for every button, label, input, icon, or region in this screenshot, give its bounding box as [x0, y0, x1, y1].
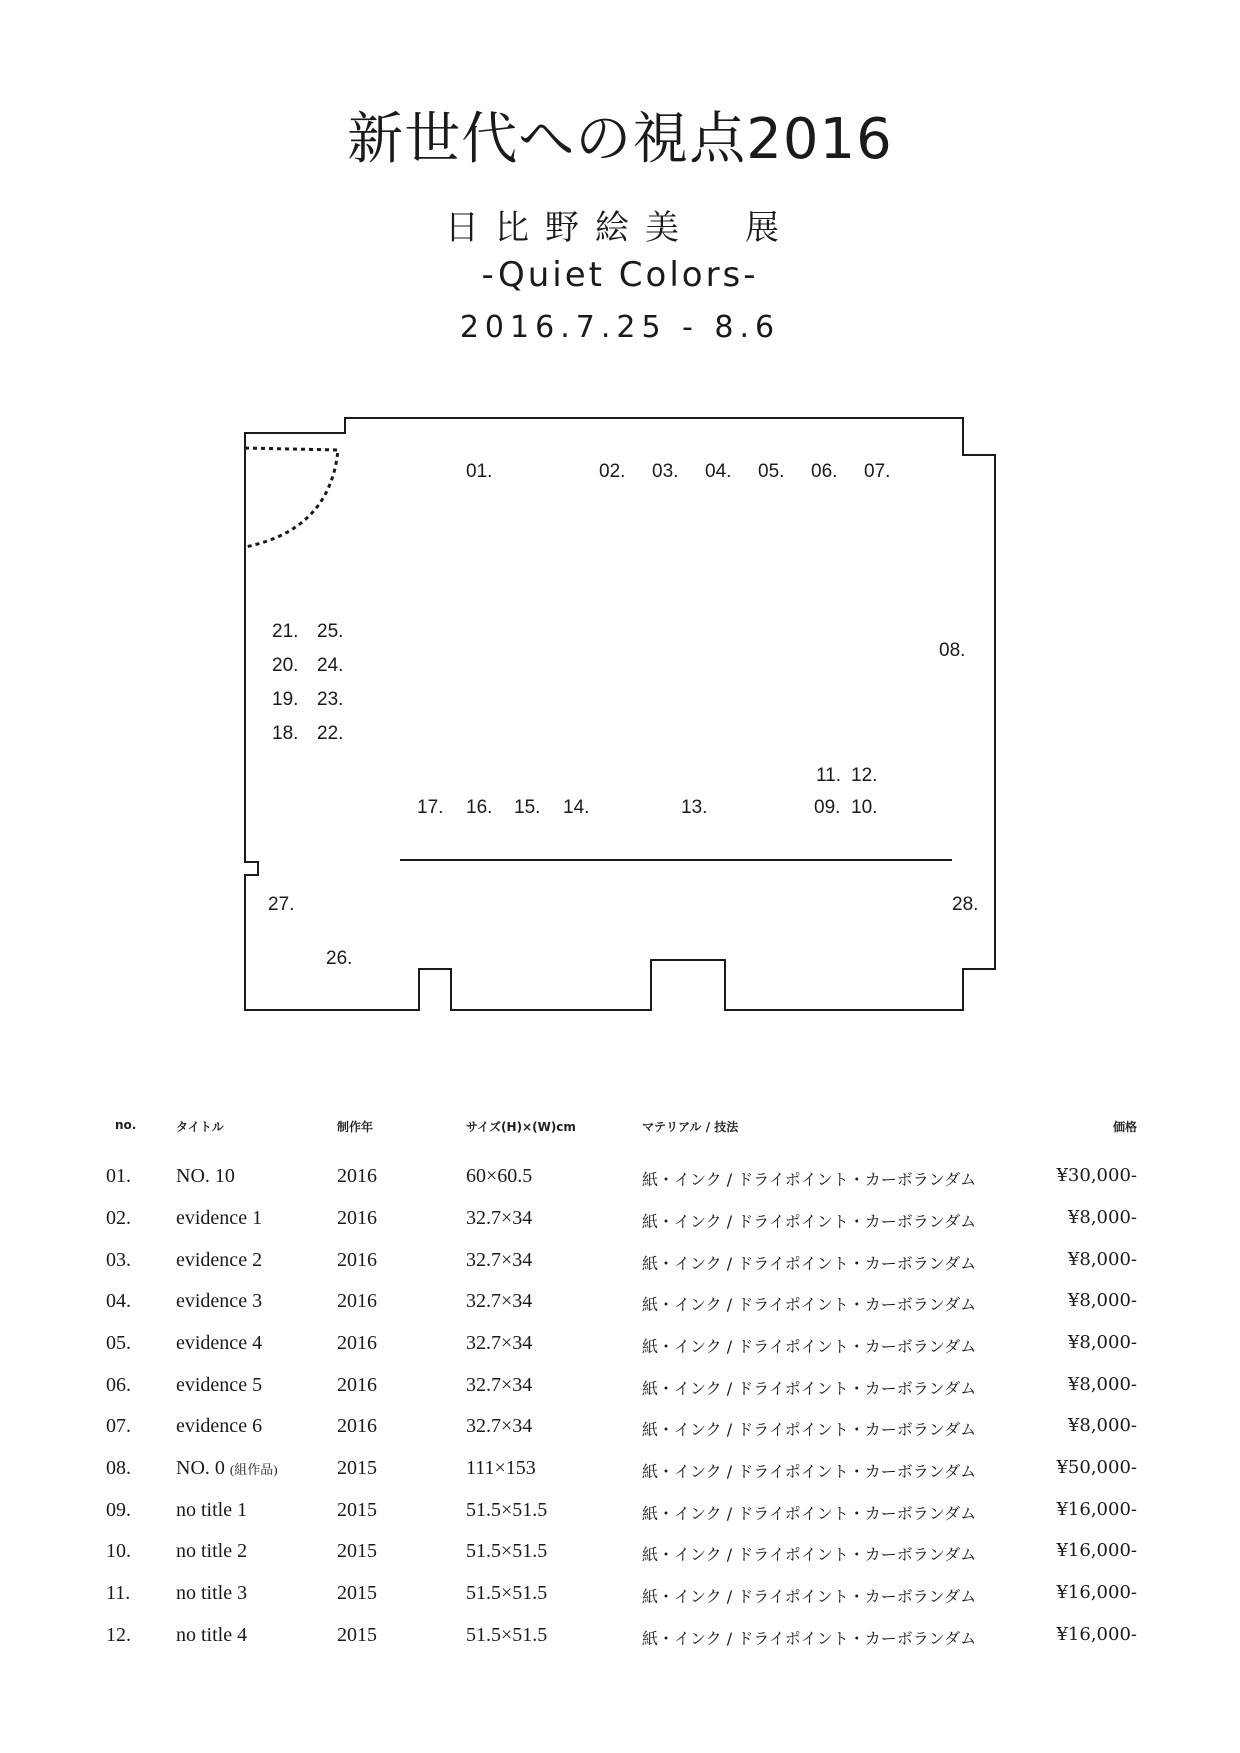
plan-label-07: 07. — [864, 461, 891, 482]
door-swing — [245, 448, 338, 547]
cell-material: 紙・インク / ドライポイント・カーボランダム — [642, 1545, 977, 1564]
cell-year: 2015 — [337, 1499, 377, 1521]
cell-no: 10. — [106, 1540, 131, 1562]
cell-size: 32.7×34 — [466, 1332, 533, 1354]
cell-price: ¥8,000- — [1067, 1207, 1137, 1228]
cell-material: 紙・インク / ドライポイント・カーボランダム — [642, 1420, 977, 1439]
cell-size: 32.7×34 — [466, 1374, 533, 1396]
cell-size: 51.5×51.5 — [466, 1540, 548, 1562]
cell-title-text: no title 3 — [176, 1582, 248, 1604]
plan-label-05: 05. — [758, 461, 785, 482]
plan-label-18: 18. — [272, 723, 299, 744]
table-row — [0, 1457, 1240, 1497]
cell-size: 51.5×51.5 — [466, 1499, 548, 1521]
exhibition-subtitle: -Quiet Colors- — [481, 255, 759, 295]
plan-label-14: 14. — [563, 797, 590, 818]
table-row — [0, 1624, 1240, 1664]
cell-price: ¥8,000- — [1067, 1332, 1137, 1353]
table-row — [0, 1415, 1240, 1455]
cell-size: 32.7×34 — [466, 1290, 533, 1312]
cell-title — [176, 1374, 262, 1397]
cell-price: ¥16,000- — [1056, 1624, 1137, 1645]
cell-no: 05. — [106, 1332, 131, 1354]
cell-title-note: (組作品) — [229, 1462, 278, 1477]
cell-material: 紙・インク / ドライポイント・カーボランダム — [642, 1379, 977, 1398]
cell-no: 11. — [106, 1582, 131, 1604]
table-row — [0, 1207, 1240, 1247]
cell-year: 2016 — [337, 1415, 377, 1437]
plan-label-10: 10. — [851, 797, 878, 818]
cell-title — [176, 1624, 247, 1647]
plan-label-15: 15. — [514, 797, 541, 818]
col-header-price: 価格 — [1112, 1120, 1137, 1134]
cell-size: 51.5×51.5 — [466, 1624, 548, 1646]
cell-title-text: evidence 4 — [176, 1332, 263, 1354]
cell-material: 紙・インク / ドライポイント・カーボランダム — [642, 1170, 977, 1189]
col-header-no: no. — [115, 1118, 137, 1132]
plan-label-06: 06. — [811, 461, 838, 482]
cell-no: 01. — [106, 1165, 131, 1187]
cell-title-text: NO. 0 — [176, 1457, 225, 1479]
table-row — [0, 1290, 1240, 1330]
cell-title — [176, 1165, 235, 1188]
cell-no: 12. — [106, 1624, 131, 1646]
plan-label-01: 01. — [466, 461, 493, 482]
cell-no: 08. — [106, 1457, 131, 1479]
exhibition-dates: 2016.7.25 - 8.6 — [459, 310, 781, 345]
plan-label-13: 13. — [681, 797, 708, 818]
cell-size: 32.7×34 — [466, 1207, 533, 1229]
cell-no: 04. — [106, 1290, 131, 1312]
plan-label-16: 16. — [466, 797, 493, 818]
cell-price: ¥16,000- — [1056, 1540, 1137, 1561]
plan-label-27: 27. — [268, 894, 295, 915]
cell-title-text: no title 2 — [176, 1540, 248, 1562]
plan-label-25: 25. — [317, 621, 344, 642]
plan-label-21: 21. — [272, 621, 299, 642]
col-header-title: タイトル — [176, 1120, 224, 1134]
cell-title — [176, 1457, 278, 1480]
cell-price: ¥8,000- — [1067, 1249, 1137, 1270]
cell-year: 2016 — [337, 1332, 377, 1354]
cell-year: 2016 — [337, 1290, 377, 1312]
cell-year: 2015 — [337, 1582, 377, 1604]
cell-title — [176, 1249, 262, 1272]
plan-label-17: 17. — [417, 797, 444, 818]
cell-year: 2016 — [337, 1374, 377, 1396]
gallery-walls — [245, 418, 995, 1010]
cell-no: 02. — [106, 1207, 131, 1229]
table-row — [0, 1165, 1240, 1205]
cell-title-text: evidence 3 — [176, 1290, 263, 1312]
table-row — [0, 1249, 1240, 1289]
cell-material: 紙・インク / ドライポイント・カーボランダム — [642, 1212, 977, 1231]
cell-year: 2016 — [337, 1207, 377, 1229]
cell-no: 03. — [106, 1249, 131, 1271]
cell-size: 32.7×34 — [466, 1415, 533, 1437]
cell-price: ¥16,000- — [1056, 1582, 1137, 1603]
plan-label-26: 26. — [326, 948, 353, 969]
cell-size: 51.5×51.5 — [466, 1582, 548, 1604]
plan-label-22: 22. — [317, 723, 344, 744]
cell-title-text: evidence 6 — [176, 1415, 263, 1437]
cell-price: ¥8,000- — [1067, 1290, 1137, 1311]
plan-label-12: 12. — [851, 765, 878, 786]
cell-no: 06. — [106, 1374, 131, 1396]
plan-label-19: 19. — [272, 689, 299, 710]
cell-year: 2015 — [337, 1624, 377, 1646]
plan-label-24: 24. — [317, 655, 344, 676]
cell-year: 2015 — [337, 1457, 377, 1479]
cell-title — [176, 1290, 262, 1313]
cell-material: 紙・インク / ドライポイント・カーボランダム — [642, 1295, 977, 1314]
cell-title-text: no title 4 — [176, 1624, 248, 1646]
cell-price: ¥8,000- — [1067, 1374, 1137, 1395]
cell-title — [176, 1499, 247, 1522]
artist-exhibition-title: 日比野絵美 展 — [445, 208, 795, 248]
col-header-material: マテリアル / 技法 — [642, 1120, 739, 1134]
cell-title — [176, 1415, 262, 1438]
cell-price: ¥30,000- — [1056, 1165, 1137, 1186]
cell-title-text: evidence 5 — [176, 1374, 263, 1396]
cell-title — [176, 1582, 247, 1605]
plan-label-11: 11. — [816, 765, 842, 786]
cell-year: 2016 — [337, 1249, 377, 1271]
cell-year: 2016 — [337, 1165, 377, 1187]
table-row — [0, 1332, 1240, 1372]
cell-size: 32.7×34 — [466, 1249, 533, 1271]
table-row — [0, 1540, 1240, 1580]
plan-label-08: 08. — [939, 640, 966, 661]
cell-title — [176, 1332, 262, 1355]
cell-material: 紙・インク / ドライポイント・カーボランダム — [642, 1629, 977, 1648]
cell-no: 09. — [106, 1499, 131, 1521]
cell-title-text: evidence 1 — [176, 1207, 263, 1229]
cell-material: 紙・インク / ドライポイント・カーボランダム — [642, 1504, 977, 1523]
cell-title-text: NO. 10 — [176, 1165, 235, 1187]
cell-price: ¥8,000- — [1067, 1415, 1137, 1436]
cell-material: 紙・インク / ドライポイント・カーボランダム — [642, 1337, 977, 1356]
cell-title — [176, 1540, 247, 1563]
cell-material: 紙・インク / ドライポイント・カーボランダム — [642, 1587, 977, 1606]
col-header-size: サイズ(H)×(W)cm — [466, 1120, 576, 1134]
table-row — [0, 1582, 1240, 1622]
col-header-year: 制作年 — [337, 1120, 374, 1134]
cell-title — [176, 1207, 262, 1230]
cell-size: 60×60.5 — [466, 1165, 533, 1187]
plan-label-09: 09. — [814, 797, 841, 818]
plan-label-20: 20. — [272, 655, 299, 676]
cell-year: 2015 — [337, 1540, 377, 1562]
plan-label-04: 04. — [705, 461, 732, 482]
plan-label-02: 02. — [599, 461, 626, 482]
cell-no: 07. — [106, 1415, 131, 1437]
cell-title-text: evidence 2 — [176, 1249, 263, 1271]
table-row — [0, 1374, 1240, 1414]
plan-label-03: 03. — [652, 461, 679, 482]
plan-label-23: 23. — [317, 689, 344, 710]
cell-title-text: no title 1 — [176, 1499, 248, 1521]
plan-label-28: 28. — [952, 894, 979, 915]
cell-size: 111×153 — [466, 1457, 536, 1479]
cell-price: ¥16,000- — [1056, 1499, 1137, 1520]
event-title: 新世代への視点2016 — [347, 107, 893, 172]
cell-material: 紙・インク / ドライポイント・カーボランダム — [642, 1254, 977, 1273]
table-row — [0, 1499, 1240, 1539]
cell-material: 紙・インク / ドライポイント・カーボランダム — [642, 1462, 977, 1481]
cell-price: ¥50,000- — [1056, 1457, 1137, 1478]
